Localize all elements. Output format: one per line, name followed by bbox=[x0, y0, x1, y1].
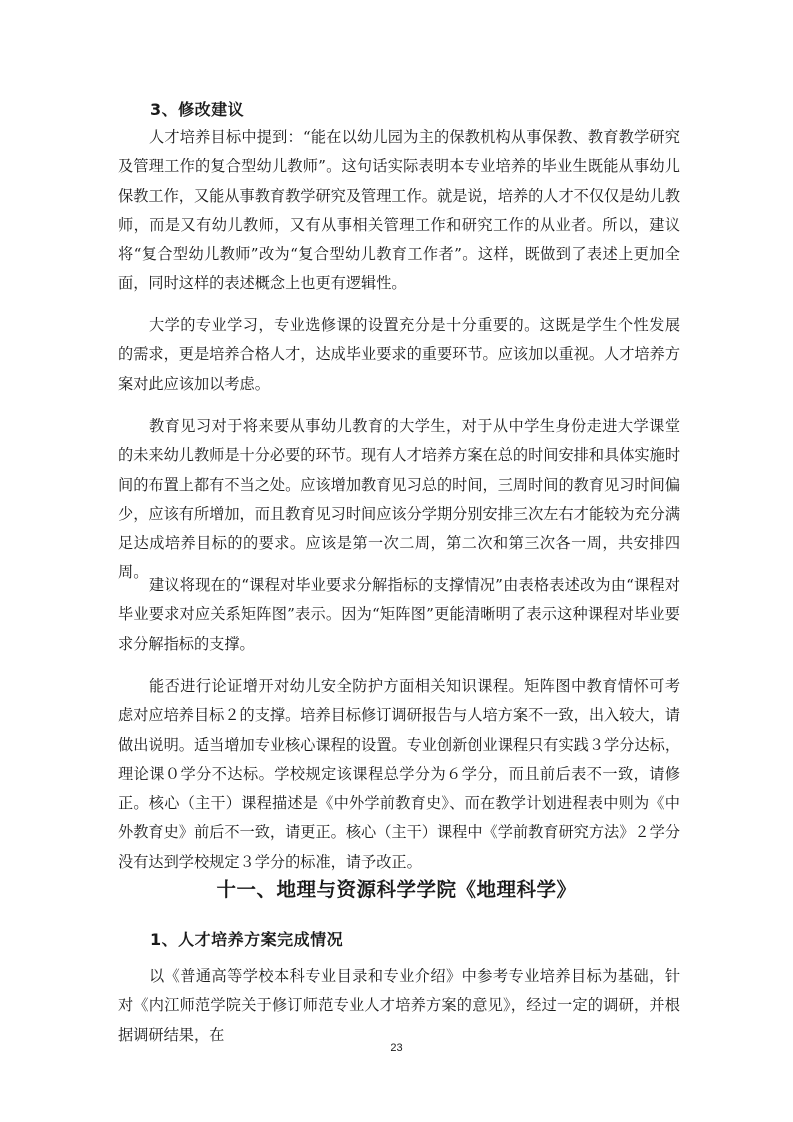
paragraph-completion: 以《普通高等学校本科专业目录和专业介绍》中参考专业培养目标为基础，针对《内江师范学院关于修订师范专业人才培养方案的意见》，经过一定的调研，并根据调研结果，在 bbox=[118, 967, 680, 1044]
paragraph-education-internship: 教育见习对于将来要从事幼儿教育的大学生，对于从中学生身份走进大学课堂的未来幼儿教师是十分必要的环节。现有人才培养方案在总的时间安排和具体实施时间的布置上都有不当之处。应该增加教育见习总的时间，三周时间的教育见习时间偏少，应该有所增加，而且教育见习时间应该分学期分别安排三次左右才能较为充分满足达成培养目标的的要求。应该是第一次二周，第二次和第三次各一周，共安排四周。 bbox=[118, 417, 680, 582]
paragraph-elective-courses: 大学的专业学习，专业选修课的设置充分是十分重要的。这既是学生个性发展的需求，更是培养合格人才，达成毕业要求的重要环节。应该加以重视。人才培养方案对此应该加以考虑。 bbox=[118, 316, 680, 393]
subheading-completion-status: 1、人才培养方案完成情况 bbox=[150, 930, 344, 949]
paragraph-training-goal: 人才培养目标中提到：“能在以幼儿园为主的保教机构从事保教、教育教学研究及管理工作的复合型幼儿教师”。这句话实际表明本专业培养的毕业生既能从事幼儿保教工作，又能从事教育教学研究及管理工作。就是说，培养的人才不仅仅是幼儿教师，而是又有幼儿教师，又有从事相关管理工作和研究工作的从业者。所以，建议将“复合型幼儿教师”改为“复合型幼儿教育工作者”。这样，既做到了表述上更加全面，同时这样的表述概念上也更有逻辑性。 bbox=[118, 128, 680, 293]
subheading-modify-suggestions: 3、修改建议 bbox=[150, 100, 245, 119]
section-title: 十一、地理与资源科学学院《地理科学》 bbox=[216, 878, 577, 901]
paragraph-matrix-suggestion: 建议将现在的“课程对毕业要求分解指标的支撑情况”由表格表述改为由“课程对毕业要求对应关系矩阵图”表示。因为“矩阵图”更能清晰明了表示这种课程对毕业要求分解指标的支撑。 bbox=[118, 576, 680, 653]
paragraph-course-issues: 能否进行论证增开对幼儿安全防护方面相关知识课程。矩阵图中教育情怀可考虑对应培养目标２的支撑。培养目标修订调研报告与人培方案不一致，出入较大，请做出说明。适当增加专业核心课程的设置。专业创新创业课程只有实践３学分达标，理论课０学分不达标。学校规定该课程总学分为６学分，而且前后表不一致，请修正。核心（主干）课程描述是《中外学前教育史》、而在教学计划进程表中则为《中外教育史》前后不一致，请更正。核心（主干）课程中《学前教育研究方法》２学分没有达到学校规定３学分的标准，请予改正。 bbox=[118, 677, 680, 871]
page-number: 23 bbox=[390, 1042, 403, 1054]
